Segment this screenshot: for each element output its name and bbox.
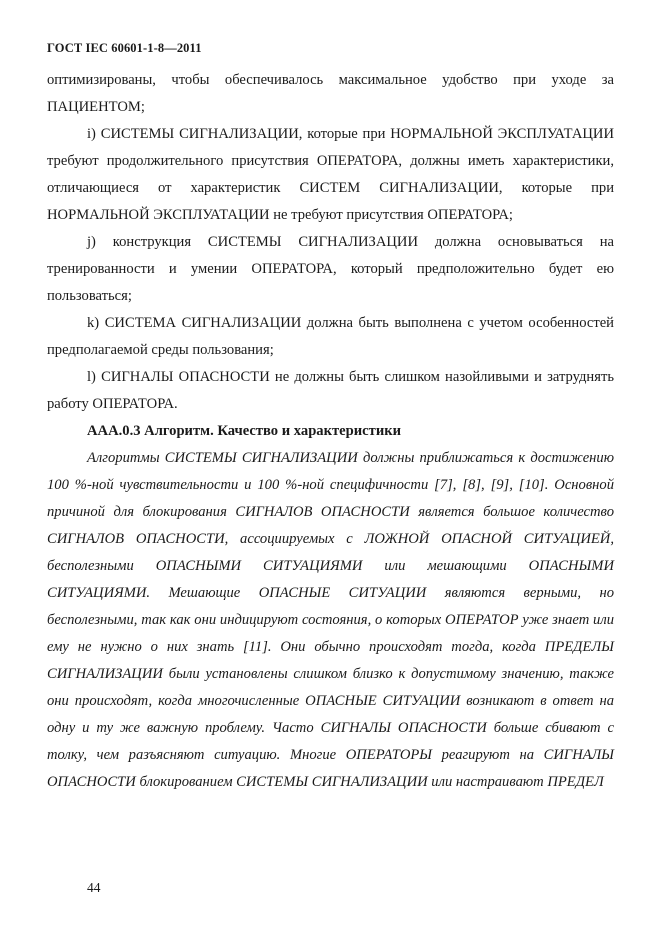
section-heading: AAA.0.3 Алгоритм. Качество и характеристики bbox=[87, 423, 402, 439]
paragraph-item-i: i) СИСТЕМЫ СИГНАЛИЗАЦИИ, которые при НОРМАЛЬНОЙ ЭКСПЛУАТАЦИИ требуют продолжительного присутствия ОПЕРАТОРА, должны иметь характеристики, отличающиеся от характеристик СИСТЕМ СИГНАЛИЗАЦИИ, которые при НОРМАЛЬНОЙ ЭКСПЛУАТАЦИИ не требуют присутствия ОПЕРАТОРА; bbox=[47, 126, 614, 223]
paragraph-item-k: k) СИСТЕМА СИГНАЛИЗАЦИИ должна быть выполнена с учетом особенностей предполагаемой среды пользования; bbox=[47, 315, 614, 358]
paragraph-item-j: j) конструкция СИСТЕМЫ СИГНАЛИЗАЦИИ должна основываться на тренированности и умении ОПЕРАТОРА, который предположительно будет ею пользоваться; bbox=[47, 234, 614, 304]
paragraph-continuation: оптимизированы, чтобы обеспечивалось максимальное удобство при уходе за ПАЦИЕНТОМ; bbox=[47, 72, 614, 115]
document-body bbox=[47, 67, 614, 796]
page-number: 44 bbox=[87, 880, 101, 895]
document-header: ГОСТ IEC 60601-1-8—2011 bbox=[47, 41, 202, 55]
paragraph-algorithm: Алгоритмы СИСТЕМЫ СИГНАЛИЗАЦИИ должны приближаться к достижению 100 %-ной чувствительности и 100 %-ной специфичности [7], [8], [9], [10]. Основной причиной для блокирования СИГНАЛОВ ОПАСНОСТИ является большое количество СИГНАЛОВ ОПАСНОСТИ, ассоциируемых с ЛОЖНОЙ ОПАСНОЙ СИТУАЦИЕЙ, бесполезными ОПАСНЫМИ СИТУАЦИЯМИ или мешающими ОПАСНЫМИ СИТУАЦИЯМИ. Мешающие ОПАСНЫЕ СИТУАЦИИ являются верными, но бесполезными, так как они индицируют состояния, о которых ОПЕРАТОР уже знает или ему не нужно о них знать [11]. Они обычно происходят тогда, когда ПРЕДЕЛЫ СИГНАЛИЗАЦИИ были установлены слишком близко к допустимому значению, также они происходят, когда многочисленные ОПАСНЫЕ СИТУАЦИИ возникают в ответ на одну и ту же важную проблему. Часто СИГНАЛЫ ОПАСНОСТИ больше сбивают с толку, чем разъясняют ситуацию. Многие ОПЕРАТОРЫ реагируют на СИГНАЛЫ ОПАСНОСТИ блокированием СИСТЕМЫ СИГНАЛИЗАЦИИ или настраивают ПРЕДЕЛ bbox=[47, 450, 614, 790]
paragraph-item-l: l) СИГНАЛЫ ОПАСНОСТИ не должны быть слишком назойливыми и затруднять работу ОПЕРАТОРА. bbox=[47, 369, 614, 412]
